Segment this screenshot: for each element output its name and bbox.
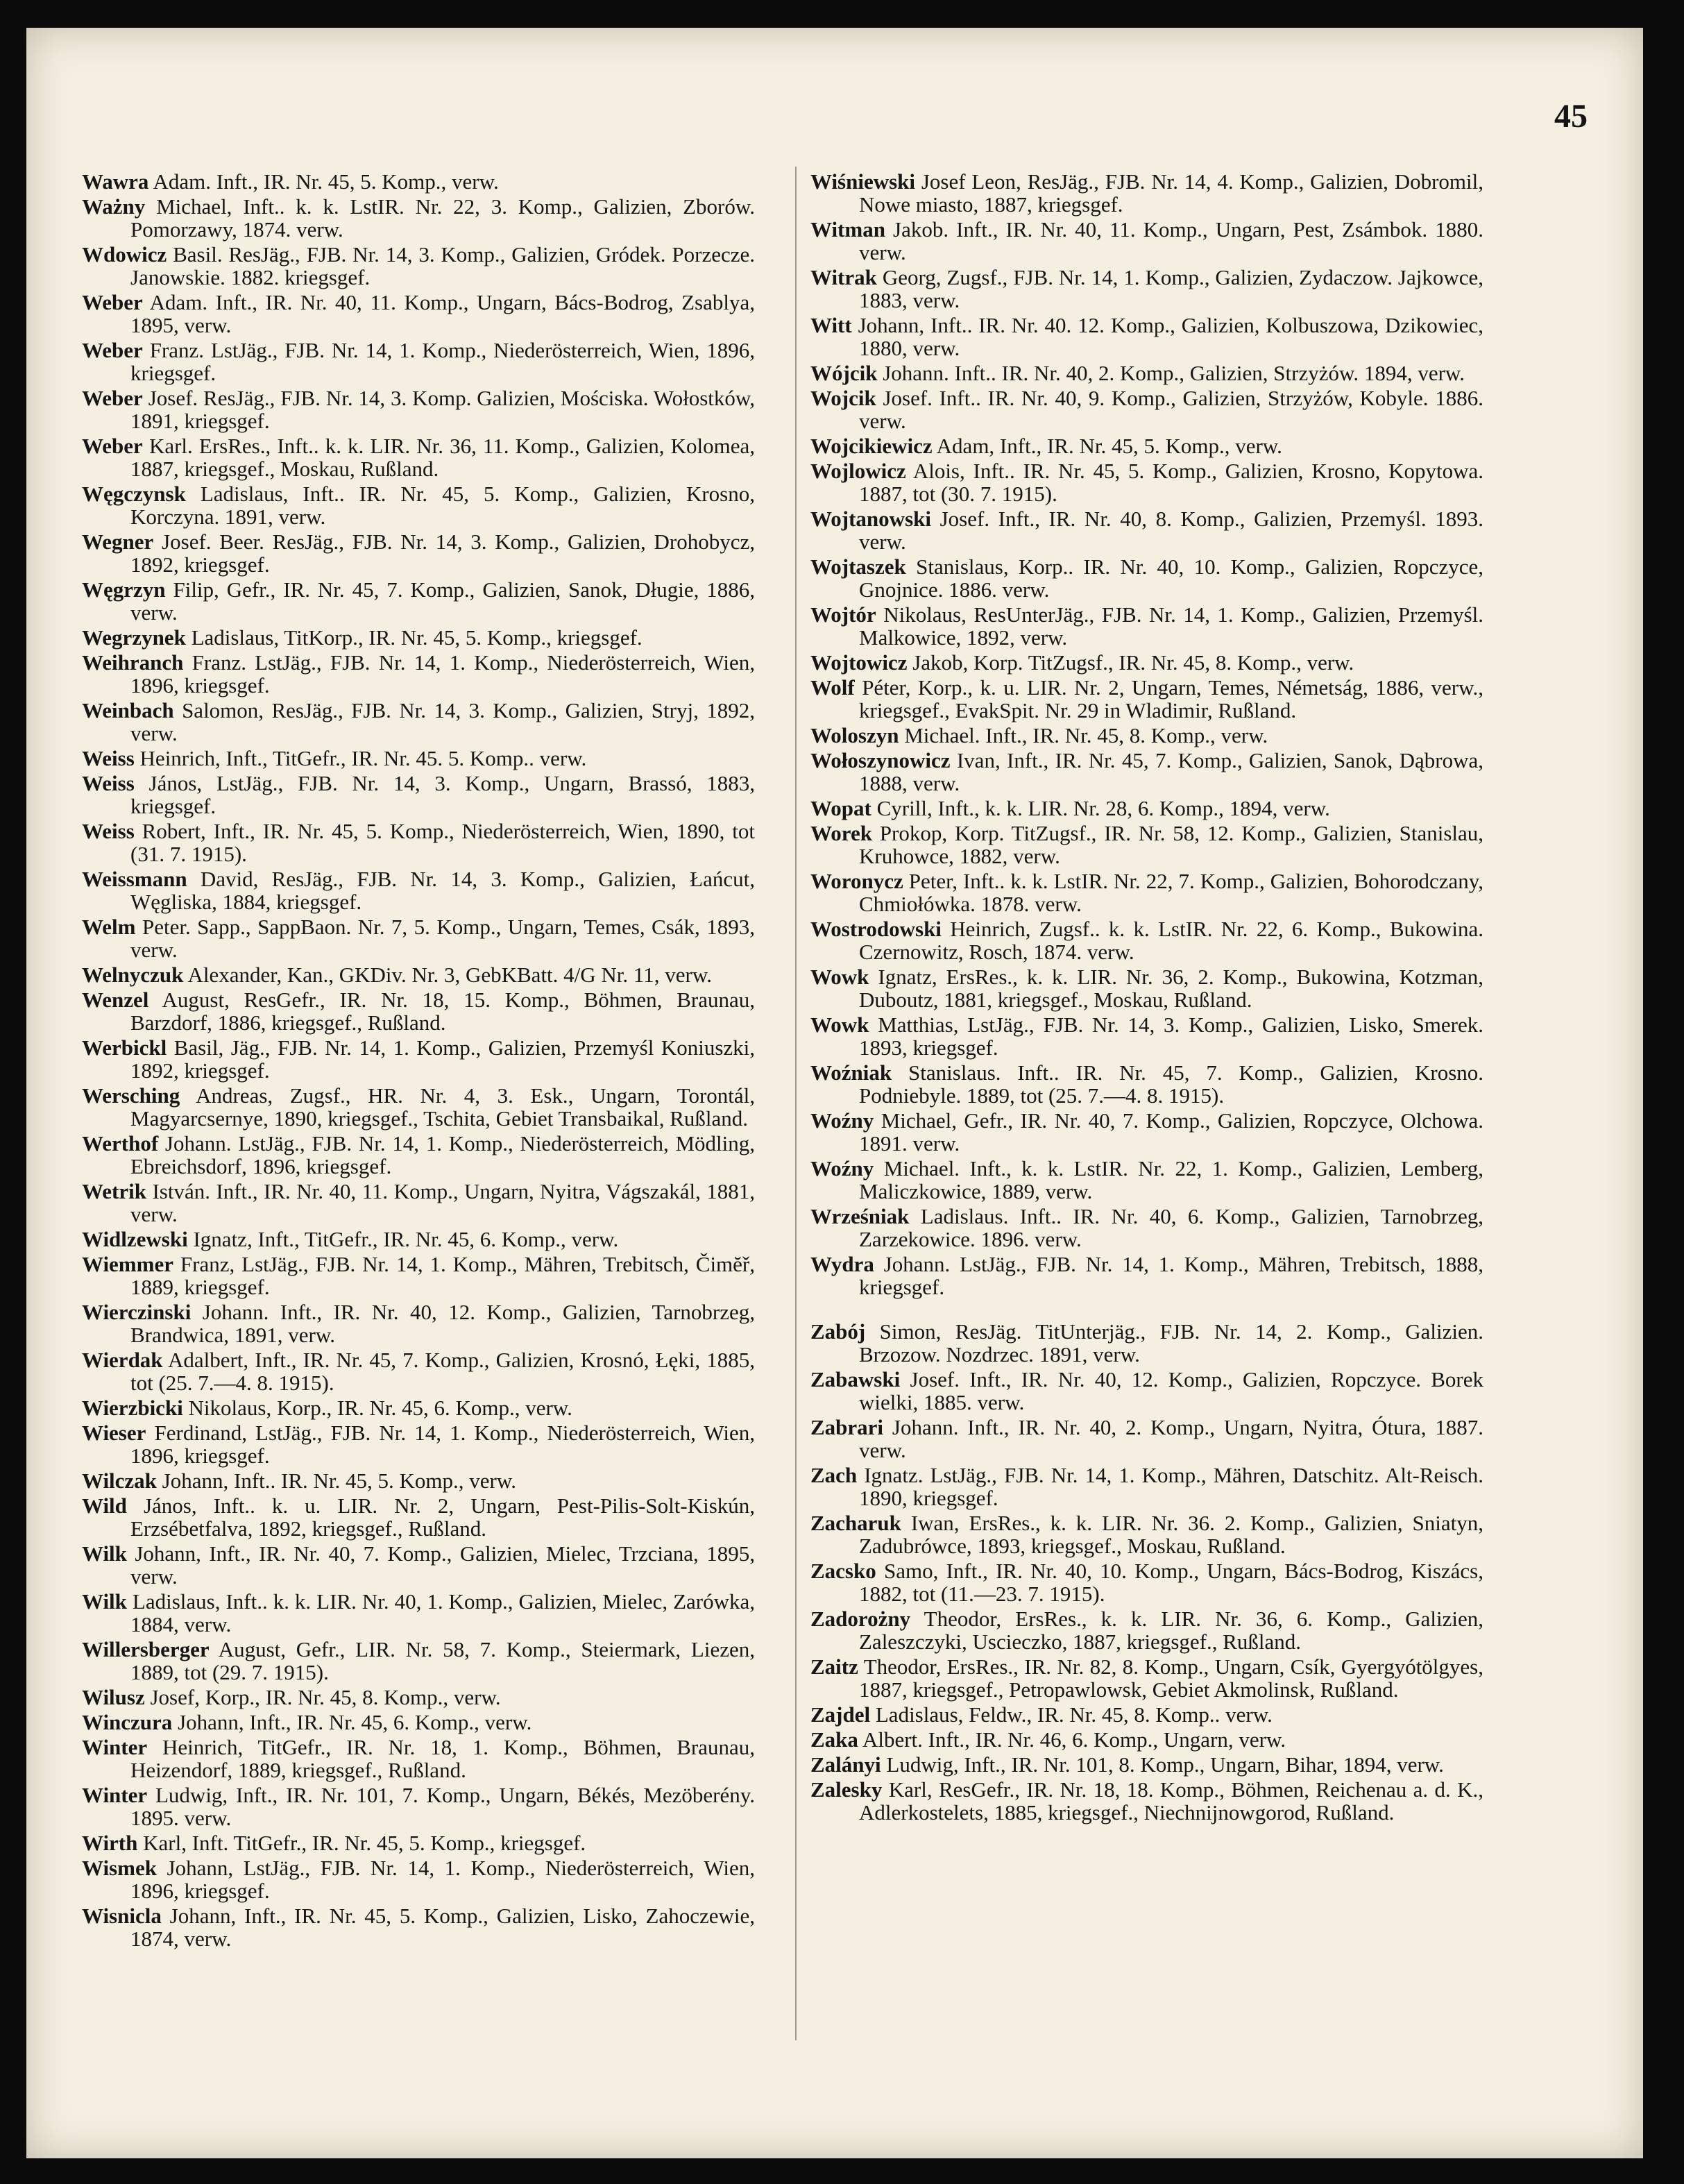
entry-details: Johann, Inft., IR. Nr. 40, 7. Komp., Galizien, Mielec, Trzciana, 1895, verw. (130, 1541, 755, 1589)
entry-surname: Zacsko (810, 1559, 876, 1583)
register-entry (810, 1753, 1483, 1776)
entry-details: Ignatz, ErsRes., k. k. LIR. Nr. 36, 2. Komp., Bukowina, Kotzman, Duboutz, 1881, kriegsgef., Moskau, Rußland. (859, 965, 1484, 1012)
register-entry (82, 820, 755, 865)
entry-details: Franz, LstJäg., FJB. Nr. 14, 1. Komp., Mähren, Trebitsch, Čimĕř, 1889, kriegsgef. (130, 1252, 755, 1299)
entry-details: Johann. Inft., IR. Nr. 40, 12. Komp., Galizien, Tarnobrzeg, Brandwica, 1891, verw. (130, 1300, 755, 1347)
register-entry (82, 1348, 755, 1394)
entry-surname: Winter (82, 1783, 148, 1807)
entry-surname: Wilk (82, 1589, 127, 1614)
register-entry (810, 965, 1483, 1011)
register-entry (82, 988, 755, 1034)
entry-details: Adam, Inft., IR. Nr. 45, 5. Komp., verw. (936, 434, 1282, 458)
register-entry (810, 1703, 1483, 1726)
entry-surname: Wojtór (810, 602, 876, 627)
register-entry (82, 1638, 755, 1684)
entry-details: Michael, Inft.. k. k. LstIR. Nr. 22, 3. Komp., Galizien, Zborów. Pomorzawy, 1874. verw. (130, 194, 756, 242)
entry-details: Johann, Inft., IR. Nr. 45, 5. Komp., Galizien, Lisko, Zahoczewie, 1874, verw. (130, 1904, 755, 1951)
register-entry (810, 1607, 1483, 1653)
entry-surname: Zabój (810, 1319, 866, 1344)
register-entry (82, 1469, 755, 1492)
entry-surname: Wenzel (82, 988, 149, 1012)
entry-details: August, Gefr., LIR. Nr. 58, 7. Komp., Steiermark, Liezen, 1889, tot (29. 7. 1915). (130, 1637, 755, 1684)
entry-surname: Weiss (82, 771, 135, 795)
document-page (26, 28, 1643, 2158)
register-entry (82, 1132, 755, 1178)
entry-surname: Wojlowicz (810, 459, 906, 483)
entry-surname: Zaka (810, 1727, 858, 1752)
register-entry (82, 195, 755, 241)
register-entry (810, 314, 1483, 359)
register-entry (810, 507, 1483, 553)
entry-surname: Wiemmer (82, 1252, 173, 1276)
entry-surname: Wierdak (82, 1348, 163, 1372)
register-entry (82, 626, 755, 649)
entry-details: Cyrill, Inft., k. k. LIR. Nr. 28, 6. Komp., 1894, verw. (876, 796, 1330, 820)
entry-surname: Wolf (810, 675, 855, 700)
register-entry (82, 963, 755, 986)
entry-details: Johann, LstJäg., FJB. Nr. 14, 1. Komp., Niederösterreich, Wien, 1896, kriegsgef. (130, 1856, 755, 1903)
entry-details: Ignatz, Inft., TitGefr., IR. Nr. 45, 6. Komp., verw. (193, 1227, 619, 1251)
entry-details: Salomon, ResJäg., FJB. Nr. 14, 3. Komp., Galizien, Stryj, 1892, verw. (130, 698, 755, 745)
register-entry (82, 1542, 755, 1588)
register-entry (82, 339, 755, 384)
register-entry (82, 530, 755, 576)
entry-details: Franz. LstJäg., FJB. Nr. 14, 1. Komp., Niederösterreich, Wien, 1896, kriegsgef. (130, 650, 755, 697)
entry-details: Ladislaus, Inft.. IR. Nr. 45, 5. Komp., Galizien, Krosno, Korczyna. 1891, verw. (130, 482, 755, 529)
register-entry (82, 747, 755, 770)
entry-details: Filip, Gefr., IR. Nr. 45, 7. Komp., Galizien, Sanok, Długie, 1886, verw. (130, 577, 756, 625)
entry-details: Heinrich, Zugsf.. k. k. LstIR. Nr. 22, 6. Komp., Bukowina. Czernowitz, Rosch, 1874. verw. (859, 917, 1484, 964)
register-entry (82, 1831, 755, 1854)
entry-surname: Weiss (82, 819, 135, 843)
entry-details: Ladislaus, Feldw., IR. Nr. 45, 8. Komp.. verw. (875, 1702, 1273, 1727)
entry-surname: Wiśniewski (810, 169, 916, 194)
entry-surname: Weihranch (82, 650, 184, 675)
entry-details: Prokop, Korp. TitZugsf., IR. Nr. 58, 12. Komp., Galizien, Stanislau, Kruhowce, 1882, verw. (859, 821, 1484, 868)
entry-surname: Zajdel (810, 1702, 871, 1727)
entry-surname: Wegrzynek (82, 625, 186, 650)
entry-surname: Wild (82, 1493, 127, 1518)
entry-surname: Weinbach (82, 698, 174, 722)
entry-details: Stanislaus. Inft.. IR. Nr. 45, 7. Komp., Galizien, Krosno. Podniebyle. 1889, tot (25. 7.—4. 8. 1915). (859, 1060, 1484, 1108)
entry-details: Michael, Gefr., IR. Nr. 40, 7. Komp., Galizien, Ropczyce, Olchowa. 1891. verw. (859, 1108, 1484, 1156)
entry-surname: Woźny (810, 1108, 874, 1133)
entry-details: Josef, Korp., IR. Nr. 45, 8. Komp., verw. (150, 1685, 501, 1709)
entry-details: Ferdinand, LstJäg., FJB. Nr. 14, 1. Komp., Niederösterreich, Wien, 1896, kriegsgef. (130, 1421, 755, 1468)
entry-surname: Wilk (82, 1541, 127, 1566)
entry-details: Ignatz. LstJäg., FJB. Nr. 14, 1. Komp., Mähren, Datschitz. Alt-Reisch. 1890, kriegsgef. (859, 1463, 1484, 1510)
entry-surname: Wersching (82, 1083, 180, 1108)
register-entry (810, 749, 1483, 795)
right-column (810, 170, 1483, 1826)
register-entry (82, 1084, 755, 1130)
register-entry (810, 1013, 1483, 1059)
register-entry (82, 1301, 755, 1346)
entry-details: Stanislaus, Korp.. IR. Nr. 40, 10. Komp., Galizien, Ropczyce, Gnojnice. 1886. verw. (859, 555, 1484, 602)
entry-surname: Werthof (82, 1131, 159, 1156)
entry-surname: Witt (810, 313, 852, 337)
entry-details: Samo, Inft., IR. Nr. 40, 10. Komp., Ungarn, Bács-Bodrog, Kiszács, 1882, tot (11.—23. 7. 1915). (859, 1559, 1483, 1606)
entry-details: Heinrich, Inft., TitGefr., IR. Nr. 45. 5. Komp.. verw. (139, 746, 587, 770)
entry-details: János, Inft.. k. u. LIR. Nr. 2, Ungarn, Pest-Pilis-Solt-Kiskún, Erzsébetfalva, 1892, kriegsgef., Rußland. (130, 1493, 756, 1541)
entry-surname: Wowk (810, 965, 869, 989)
entry-surname: Willersberger (82, 1637, 210, 1661)
entry-surname: Wołoszynowicz (810, 748, 951, 772)
entry-surname: Woloszyn (810, 723, 899, 747)
left-column (82, 170, 755, 1952)
entry-surname: Zacharuk (810, 1511, 901, 1535)
register-entry (82, 291, 755, 337)
register-entry (82, 1711, 755, 1734)
entry-details: Josef. ResJäg., FJB. Nr. 14, 3. Komp. Galizien, Mościska. Wołostków, 1891, kriegsgef. (130, 386, 755, 433)
page-number: 45 (1554, 98, 1588, 135)
entry-details: Ludwig, Inft., IR. Nr. 101, 7. Komp., Ungarn, Békés, Mezöberény. 1895. verw. (130, 1783, 755, 1830)
entry-surname: Węgrzyn (82, 577, 166, 602)
register-entry (810, 1778, 1483, 1824)
register-entry (82, 434, 755, 480)
entry-details: Michael. Inft., IR. Nr. 45, 8. Komp., verw. (904, 723, 1268, 747)
register-entry (810, 555, 1483, 601)
entry-details: Johann, Inft., IR. Nr. 45, 6. Komp., verw. (178, 1710, 532, 1734)
entry-surname: Zadorożny (810, 1607, 911, 1631)
entry-details: István. Inft., IR. Nr. 40, 11. Komp., Ungarn, Nyitra, Vágszakál, 1881, verw. (130, 1179, 756, 1226)
entry-details: Ladislaus, Inft.. k. k. LIR. Nr. 40, 1. Komp., Galizien, Mielec, Zarówka, 1884, verw. (130, 1589, 756, 1636)
register-entry (810, 1205, 1483, 1251)
entry-details: David, ResJäg., FJB. Nr. 14, 3. Komp., Galizien, Łańcut, Węgliska, 1884, kriegsgef. (130, 867, 755, 914)
entry-details: Albert. Inft., IR. Nr. 46, 6. Komp., Ungarn, verw. (862, 1727, 1286, 1752)
entry-details: Alexander, Kan., GKDiv. Nr. 3, GebKBatt. 4/G Nr. 11, verw. (187, 963, 712, 987)
register-entry (810, 1655, 1483, 1701)
entry-details: Peter, Inft.. k. k. LstIR. Nr. 22, 7. Komp., Galizien, Bohorodczany, Chmiołówka. 1878. verw. (859, 869, 1483, 916)
entry-details: August, ResGefr., IR. Nr. 18, 15. Komp., Böhmen, Braunau, Barzdorf, 1886, kriegsgef., Rußland. (130, 988, 755, 1035)
register-entry (82, 1180, 755, 1226)
entry-details: Karl, ResGefr., IR. Nr. 18, 18. Komp., Böhmen, Reichenau a. d. K., Adlerkostelets, 1885, kriegsgef., Niechnijnowgorod, Rußland. (859, 1777, 1484, 1825)
register-entry (810, 1512, 1483, 1557)
register-entry (82, 1784, 755, 1829)
entry-details: Josef. Inft., IR. Nr. 40, 12. Komp., Galizien, Ropczyce. Borek wielki, 1885. verw. (859, 1367, 1484, 1414)
entry-surname: Wilczak (82, 1468, 157, 1493)
entry-surname: Wojcikiewicz (810, 434, 933, 458)
entry-details: Péter, Korp., k. u. LIR. Nr. 2, Ungarn, Temes, Németság, 1886, verw., kriegsgef., EvakSpit. Nr. 29 in Wladimir, Rußland. (859, 675, 1484, 722)
register-entry (82, 1421, 755, 1467)
entry-surname: Werbickl (82, 1035, 167, 1060)
entry-surname: Wetrik (82, 1179, 146, 1203)
entry-details: Johann, Inft.. IR. Nr. 40. 12. Komp., Galizien, Kolbuszowa, Dzikowiec, 1880, verw. (858, 313, 1484, 360)
entry-surname: Wegner (82, 530, 154, 554)
entry-surname: Weber (82, 386, 143, 410)
entry-details: Josef. Inft.. IR. Nr. 40, 9. Komp., Galizien, Strzyżów, Kobyle. 1886. verw. (859, 386, 1483, 433)
entry-surname: Wierzbicki (82, 1396, 183, 1420)
entry-surname: Woźny (810, 1156, 874, 1180)
entry-surname: Wojtaszek (810, 555, 906, 579)
entry-surname: Zabawski (810, 1367, 901, 1391)
register-entry (810, 651, 1483, 674)
register-entry (810, 218, 1483, 264)
entry-surname: Weiss (82, 746, 135, 770)
entry-surname: Winter (82, 1735, 148, 1759)
entry-details: Ladislaus, TitKorp., IR. Nr. 45, 5. Komp., kriegsgef. (191, 625, 643, 650)
entry-surname: Weissmann (82, 867, 187, 891)
entry-details: János, LstJäg., FJB. Nr. 14, 3. Komp., Ungarn, Brassó, 1883, kriegsgef. (130, 771, 755, 818)
register-entry (82, 915, 755, 961)
entry-details: Alois, Inft.. IR. Nr. 45, 5. Komp., Galizien, Krosno, Kopytowa. 1887, tot (30. 7. 1915). (859, 459, 1483, 506)
entry-details: Andreas, Zugsf., HR. Nr. 4, 3. Esk., Ungarn, Torontál, Magyarcsernye, 1890, kriegsgef., Tschita, Gebiet Transbaikal, Rußland. (130, 1083, 755, 1131)
entry-surname: Woźniak (810, 1060, 892, 1085)
register-entry (810, 676, 1483, 722)
entry-details: Josef Leon, ResJäg., FJB. Nr. 14, 4. Komp., Galizien, Dobromil, Nowe miasto, 1887, kriegsgef. (859, 169, 1484, 217)
entry-details: Josef. Inft., IR. Nr. 40, 8. Komp., Galizien, Przemyśl. 1893. verw. (859, 507, 1483, 554)
entry-details: Basil, Jäg., FJB. Nr. 14, 1. Komp., Galizien, Przemyśl Koniuszki, 1892, kriegsgef. (130, 1035, 756, 1083)
register-entry (810, 170, 1483, 216)
entry-details: Karl. ErsRes., Inft.. k. k. LIR. Nr. 36, 11. Komp., Galizien, Kolomea, 1887, kriegsgef., Moskau, Rußland. (130, 434, 756, 481)
register-entry (810, 1728, 1483, 1751)
entry-surname: Zabrari (810, 1415, 884, 1439)
entry-details: Michael. Inft., k. k. LstIR. Nr. 22, 1. Komp., Galizien, Lemberg, Maliczkowice, 1889, verw. (859, 1156, 1484, 1203)
register-entry (82, 699, 755, 745)
entry-details: Ludwig, Inft., IR. Nr. 101, 8. Komp., Ungarn, Bihar, 1894, verw. (886, 1752, 1444, 1777)
register-entry (810, 1368, 1483, 1414)
register-entry (82, 1686, 755, 1709)
register-entry (82, 1253, 755, 1298)
entry-surname: Welm (82, 915, 136, 939)
entry-surname: Woronycz (810, 869, 903, 893)
column-divider (795, 167, 797, 2040)
register-entry (810, 266, 1483, 312)
entry-surname: Zaitz (810, 1654, 858, 1679)
register-entry (82, 387, 755, 432)
entry-details: Theodor, ErsRes., k. k. LIR. Nr. 36, 6. Komp., Galizien, Zaleszczyki, Uscieczko, 1887, kriegsgef., Rußland. (859, 1607, 1483, 1654)
entry-details: Josef. Beer. ResJäg., FJB. Nr. 14, 3. Komp., Galizien, Drohobycz, 1892, kriegsgef. (130, 530, 755, 577)
register-entry (810, 1157, 1483, 1203)
register-entry (810, 434, 1483, 457)
entry-details: Matthias, LstJäg., FJB. Nr. 14, 3. Komp., Galizien, Lisko, Smerek. 1893, kriegsgef. (859, 1013, 1484, 1060)
entry-surname: Wismek (82, 1856, 157, 1880)
entry-surname: Wowk (810, 1013, 869, 1037)
entry-surname: Wojcik (810, 386, 876, 410)
register-entry (82, 1590, 755, 1636)
entry-details: Basil. ResJäg., FJB. Nr. 14, 3. Komp., Galizien, Gródek. Porzecze. Janowskie. 1882. kriegsgef. (130, 242, 755, 289)
entry-surname: Wydra (810, 1252, 874, 1276)
entry-details: Johann. Inft.. IR. Nr. 40, 2. Komp., Galizien, Strzyżów. 1894, verw. (883, 361, 1465, 385)
register-entry (810, 870, 1483, 915)
entry-details: Simon, ResJäg. TitUnterjäg., FJB. Nr. 14, 2. Komp., Galizien. Brzozow. Nozdrzec. 1891, verw. (859, 1319, 1483, 1366)
register-entry (810, 1559, 1483, 1605)
entry-surname: Wilusz (82, 1685, 145, 1709)
entry-surname: Wopat (810, 796, 871, 820)
entry-details: Nikolaus, Korp., IR. Nr. 45, 6. Komp., verw. (188, 1396, 572, 1420)
entry-surname: Ważny (82, 194, 146, 219)
register-entry (810, 1320, 1483, 1366)
entry-details: Jakob, Korp. TitZugsf., IR. Nr. 45, 8. Komp., verw. (912, 650, 1354, 675)
entry-surname: Wirth (82, 1831, 138, 1855)
entry-details: Robert, Inft., IR. Nr. 45, 5. Komp., Niederösterreich, Wien, 1890, tot (31. 7. 1915). (130, 819, 755, 866)
entry-details: Johann. LstJäg., FJB. Nr. 14, 1. Komp., Mähren, Trebitsch, 1888, kriegsgef. (859, 1252, 1483, 1299)
entry-surname: Winczura (82, 1710, 173, 1734)
entry-surname: Weber (82, 290, 143, 314)
register-entry (82, 1904, 755, 1950)
entry-details: Adam. Inft., IR. Nr. 40, 11. Komp., Ungarn, Bács-Bodrog, Zsablya, 1895, verw. (130, 290, 755, 337)
register-entry (810, 1109, 1483, 1155)
entry-surname: Welnyczuk (82, 963, 184, 987)
entry-surname: Zalányi (810, 1752, 881, 1777)
entry-details: Peter. Sapp., SappBaon. Nr. 7, 5. Komp., Ungarn, Temes, Csák, 1893, verw. (130, 915, 755, 962)
register-entry (82, 1494, 755, 1540)
register-entry (810, 917, 1483, 963)
register-entry (82, 170, 755, 193)
entry-surname: Węgczynsk (82, 482, 186, 506)
entry-surname: Widlzewski (82, 1227, 188, 1251)
entry-surname: Wójcik (810, 361, 878, 385)
entry-details: Ivan, Inft., IR. Nr. 45, 7. Komp., Galizien, Sanok, Dąbrowa, 1888, verw. (859, 748, 1483, 795)
entry-details: Ladislaus. Inft.. IR. Nr. 40, 6. Komp., Galizien, Tarnobrzeg, Zarzekowice. 1896. verw. (859, 1204, 1483, 1251)
register-entry (82, 1396, 755, 1419)
entry-details: Nikolaus, ResUnterJäg., FJB. Nr. 14, 1. Komp., Galizien, Przemyśl. Malkowice, 1892, verw. (859, 602, 1483, 650)
entry-details: Johann. Inft., IR. Nr. 40, 2. Komp., Ungarn, Nyitra, Ótura, 1887. verw. (859, 1415, 1483, 1462)
entry-surname: Wieser (82, 1421, 146, 1445)
register-entry (810, 1061, 1483, 1107)
entry-details: Adalbert, Inft., IR. Nr. 45, 7. Komp., Galizien, Krosnó, Łęki, 1885, tot (25. 7.—4. 8. 1915). (130, 1348, 755, 1395)
entry-surname: Weber (82, 434, 143, 458)
entry-surname: Weber (82, 338, 143, 362)
entry-surname: Wrześniak (810, 1204, 910, 1228)
entry-surname: Witrak (810, 265, 877, 289)
register-entry (810, 603, 1483, 649)
entry-surname: Wierczinski (82, 1300, 192, 1324)
entry-surname: Wisnicla (82, 1904, 162, 1928)
entry-surname: Wojtowicz (810, 650, 908, 675)
entry-surname: Wostrodowski (810, 917, 942, 941)
entry-details: Karl, Inft. TitGefr., IR. Nr. 45, 5. Komp., kriegsgef. (143, 1831, 586, 1855)
entry-surname: Zach (810, 1463, 858, 1487)
entry-details: Iwan, ErsRes., k. k. LIR. Nr. 36. 2. Komp., Galizien, Sniatyn, Zadubrówce, 1893, kriegsgef., Moskau, Rußland. (859, 1511, 1483, 1558)
entry-surname: Wojtanowski (810, 507, 931, 531)
register-entry (82, 772, 755, 818)
entry-surname: Worek (810, 821, 872, 845)
register-entry (810, 1253, 1483, 1298)
register-entry (810, 387, 1483, 432)
register-entry (810, 822, 1483, 867)
register-entry (82, 578, 755, 624)
entry-details: Johann, Inft.. IR. Nr. 45, 5. Komp., verw. (162, 1468, 516, 1493)
entry-details: Johann. LstJäg., FJB. Nr. 14, 1. Komp., Niederösterreich, Mödling, Ebreichsdorf, 1896, kriegsgef. (130, 1131, 755, 1178)
register-entry (82, 482, 755, 528)
register-entry (810, 724, 1483, 747)
register-entry (82, 1228, 755, 1251)
entry-details: Adam. Inft., IR. Nr. 45, 5. Komp., verw. (153, 169, 499, 194)
register-entry (82, 651, 755, 697)
section-gap (810, 1301, 1483, 1320)
entry-surname: Witman (810, 217, 885, 242)
entry-surname: Zalesky (810, 1777, 883, 1802)
register-entry (82, 1856, 755, 1902)
entry-details: Theodor, ErsRes., IR. Nr. 82, 8. Komp., Ungarn, Csík, Gyergyótölgyes, 1887, kriegsgef., Petropawlowsk, Gebiet Akmolinsk, Rußland. (859, 1654, 1483, 1702)
entry-details: Heinrich, TitGefr., IR. Nr. 18, 1. Komp., Böhmen, Braunau, Heizendorf, 1889, kriegsgef., Rußland. (130, 1735, 756, 1782)
register-entry (82, 1736, 755, 1781)
register-entry (810, 362, 1483, 384)
register-entry (810, 1416, 1483, 1462)
entry-details: Jakob. Inft., IR. Nr. 40, 11. Komp., Ungarn, Pest, Zsámbok. 1880. verw. (859, 217, 1483, 264)
register-entry (810, 459, 1483, 505)
register-entry (82, 243, 755, 289)
register-entry (82, 867, 755, 913)
entry-details: Georg, Zugsf., FJB. Nr. 14, 1. Komp., Galizien, Zydaczow. Jajkowce, 1883, verw. (859, 265, 1483, 312)
register-entry (810, 1464, 1483, 1509)
entry-surname: Wdowicz (82, 242, 167, 266)
register-entry (82, 1036, 755, 1082)
entry-details: Franz. LstJäg., FJB. Nr. 14, 1. Komp., Niederösterreich, Wien, 1896, kriegsgef. (130, 338, 756, 385)
register-entry (810, 797, 1483, 820)
entry-surname: Wawra (82, 169, 149, 194)
